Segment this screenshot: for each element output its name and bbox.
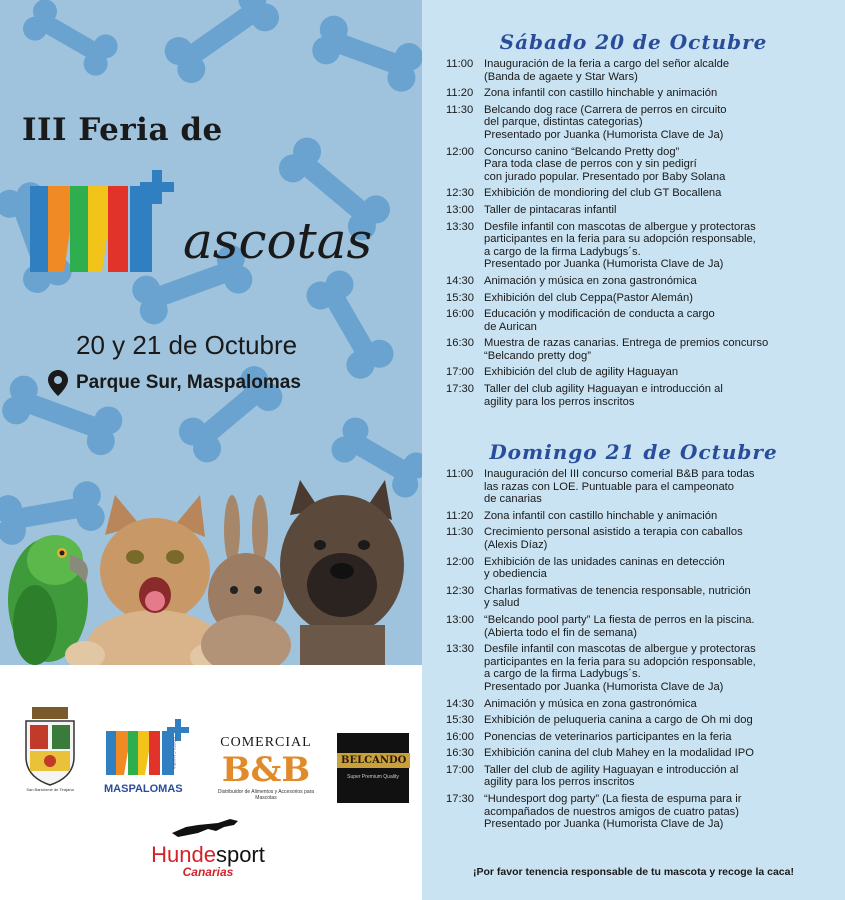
saturday-title: Sábado 20 de Octubre <box>499 30 768 54</box>
comercial-bb-logo <box>212 735 320 815</box>
schedule-time: 13:00 <box>446 613 474 626</box>
schedule-time: 17:30 <box>446 383 474 396</box>
schedule-row <box>446 275 841 288</box>
schedule-row <box>446 204 841 217</box>
schedule-row <box>446 308 841 333</box>
schedule-time: 16:00 <box>446 308 474 321</box>
schedule-time: 17:00 <box>446 366 474 379</box>
poster-title-rest: ascotas <box>183 212 373 270</box>
footer-note: ¡Por favor tenencia responsable de tu mascota y recoge la caca! <box>473 866 794 878</box>
map-pin-icon <box>48 370 68 396</box>
schedule-row <box>446 366 841 379</box>
belcando-logo <box>337 733 409 803</box>
schedule-time: 16:00 <box>446 730 474 743</box>
schedule-time: 12:00 <box>446 555 474 568</box>
schedule-description: Taller del club de agility Haguayan e introducción al agility para los perros inscritos <box>484 763 739 789</box>
comercial-mark: B&B <box>221 750 311 790</box>
running-dog-icon <box>168 815 248 839</box>
schedule-row <box>446 556 841 581</box>
schedule-time: 16:30 <box>446 747 474 760</box>
schedule-time: 11:20 <box>446 87 474 100</box>
schedule-description: “Belcando pool party” La fiesta de perros en la piscina. (Abierta todo el fin de semana) <box>484 613 755 639</box>
schedule-description: Animación y música en zona gastronómica <box>484 697 697 710</box>
schedule-time: 11:30 <box>446 526 474 539</box>
schedule-description: Educación y modificación de conducta a cargo de Aurican <box>484 308 715 333</box>
sunday-schedule <box>446 468 841 835</box>
schedule-row <box>446 58 841 83</box>
schedule-row <box>446 337 841 362</box>
maspalomas-m-logo <box>104 719 196 777</box>
schedule-row <box>446 714 841 727</box>
schedule-row <box>446 585 841 610</box>
schedule-description: Desfile infantil con mascotas de albergue y protectoras participantes en la feria para su adopción responsable, a cargo de la firma Ladybugs´s. Presentado por Juanka (Humorista Clave de Ja) <box>484 643 756 693</box>
schedule-description: Concurso canino “Belcando Pretty dog” Para toda clase de perros con y sin pedigrí con jurado popular. Presentado por Baby Solana <box>484 145 726 183</box>
maspalomas-label: MASPALOMAS <box>104 783 183 795</box>
hundesport-a: Hunde <box>151 842 216 867</box>
shield-caption: San Bartolomé de Tirajana <box>26 787 74 792</box>
schedule-time: 15:30 <box>446 714 474 727</box>
poster-artwork <box>0 0 422 665</box>
schedule-row <box>446 87 841 100</box>
schedule-time: 12:30 <box>446 187 474 200</box>
schedule-description: Belcando dog race (Carrera de perros en circuito del parque, distintas categorias) Presentado por Juanka (Humorista Clave de Ja) <box>484 103 727 141</box>
schedule-time: 14:30 <box>446 697 474 710</box>
schedule-time: 11:20 <box>446 509 474 522</box>
schedule-row <box>446 510 841 523</box>
schedule-time: 13:00 <box>446 203 474 216</box>
municipal-shield-logo <box>22 707 78 787</box>
schedule-row <box>446 698 841 711</box>
belcando-sub: Super Premium Quality <box>347 774 399 780</box>
poster-title-top: III Feria de <box>22 112 223 148</box>
schedule-row <box>446 731 841 744</box>
schedule-time: 15:30 <box>446 291 474 304</box>
schedule-description: Charlas formativas de tenencia responsable, nutrición y salud <box>484 584 751 610</box>
schedule-row <box>446 146 841 184</box>
hundesport-wordmark <box>138 843 278 867</box>
schedule-panel <box>422 0 845 900</box>
poster-panel <box>0 0 422 900</box>
maspalomas-logo <box>104 719 196 801</box>
schedule-time: 13:30 <box>446 643 474 656</box>
schedule-description: Taller de pintacaras infantil <box>484 203 617 216</box>
schedule-description: Animación y música en zona gastronómica <box>484 274 697 287</box>
schedule-description: Exhibición canina del club Mahey en la modalidad IPO <box>484 747 754 760</box>
schedule-time: 13:30 <box>446 220 474 233</box>
sunday-title: Domingo 21 de Octubre <box>489 440 778 464</box>
schedule-description: “Hundesport dog party” (La fiesta de espuma para ir acompañados de nuestros amigos de cuatro patas) Presentado por Juanka (Humorista Clave de Ja) <box>484 793 742 831</box>
location-label: Parque Sur, Maspalomas <box>76 372 301 393</box>
schedule-row <box>446 764 841 789</box>
schedule-description: Desfile infantil con mascotas de albergue y protectoras participantes en la feria para su adopción responsable, a cargo de la firma Ladybugs´s. Presentado por Juanka (Humorista Clave de Ja) <box>484 220 756 271</box>
schedule-time: 17:00 <box>446 763 474 776</box>
schedule-time: 14:30 <box>446 274 474 287</box>
schedule-description: Exhibición de peluqueria canina a cargo de Oh mi dog <box>484 714 753 727</box>
rabbit-illustration <box>201 495 291 665</box>
schedule-time: 17:30 <box>446 793 474 806</box>
schedule-time: 11:00 <box>446 468 474 480</box>
schedule-time: 11:30 <box>446 103 474 116</box>
schedule-description: Ponencias de veterinarios participantes en la feria <box>484 730 732 743</box>
schedule-row <box>446 643 841 693</box>
schedule-row <box>446 468 841 506</box>
m-logo <box>30 170 190 280</box>
schedule-row <box>446 793 841 831</box>
hundesport-b: sport <box>215 842 265 867</box>
comercial-sub: Distribuidor de Alimentos y Accesorios para Mascotas <box>217 789 315 801</box>
pets-illustration <box>0 475 422 665</box>
hundesport-c: Canarias <box>182 865 234 879</box>
schedule-description: Taller del club agility Haguayan e introducción al agility para los perros inscritos <box>484 383 723 408</box>
schedule-row <box>446 104 841 142</box>
dog-illustration <box>280 480 404 665</box>
schedule-description: Exhibición de las unidades caninas en detección y obediencia <box>484 555 725 581</box>
comercial-label: COMERCIAL <box>220 735 312 750</box>
saturday-schedule <box>446 58 841 412</box>
schedule-description: Zona infantil con castillo hinchable y animación <box>484 87 718 100</box>
schedule-row <box>446 187 841 200</box>
schedule-row <box>446 221 841 271</box>
schedule-description: Exhibición del club de agility Haguayan <box>484 366 679 379</box>
schedule-row <box>446 526 841 551</box>
belcando-label: BELCANDO <box>337 753 410 768</box>
schedule-row <box>446 383 841 408</box>
schedule-row <box>446 292 841 305</box>
maspalomas-sub: COSTA CANARIA <box>172 737 177 770</box>
sponsor-logos <box>0 665 422 900</box>
schedule-description: Inauguración de la feria a cargo del señor alcalde (Banda de agaete y Star Wars) <box>484 58 730 83</box>
event-dates: 20 y 21 de Octubre <box>76 330 298 360</box>
schedule-row <box>446 614 841 639</box>
event-location <box>48 370 301 396</box>
schedule-description: Muestra de razas canarias. Entrega de premios concurso “Belcando pretty dog” <box>484 337 769 362</box>
schedule-description: Crecimiento personal asistido a terapia con caballos (Alexis Díaz) <box>484 526 743 551</box>
hundesport-logo <box>138 815 278 885</box>
schedule-description: Inauguración del III concurso comerial B&B para todas las razas con LOE. Puntuable para el campeonato de canarias <box>484 468 755 506</box>
schedule-row <box>446 747 841 760</box>
schedule-time: 11:00 <box>446 58 474 70</box>
schedule-description: Zona infantil con castillo hinchable y animación <box>484 509 718 522</box>
schedule-description: Exhibición de mondioring del club GT Bocallena <box>484 187 722 200</box>
schedule-description: Exhibición del club Ceppa(Pastor Alemán) <box>484 291 693 304</box>
schedule-time: 16:30 <box>446 337 474 350</box>
schedule-time: 12:30 <box>446 584 474 597</box>
schedule-time: 12:00 <box>446 145 474 158</box>
